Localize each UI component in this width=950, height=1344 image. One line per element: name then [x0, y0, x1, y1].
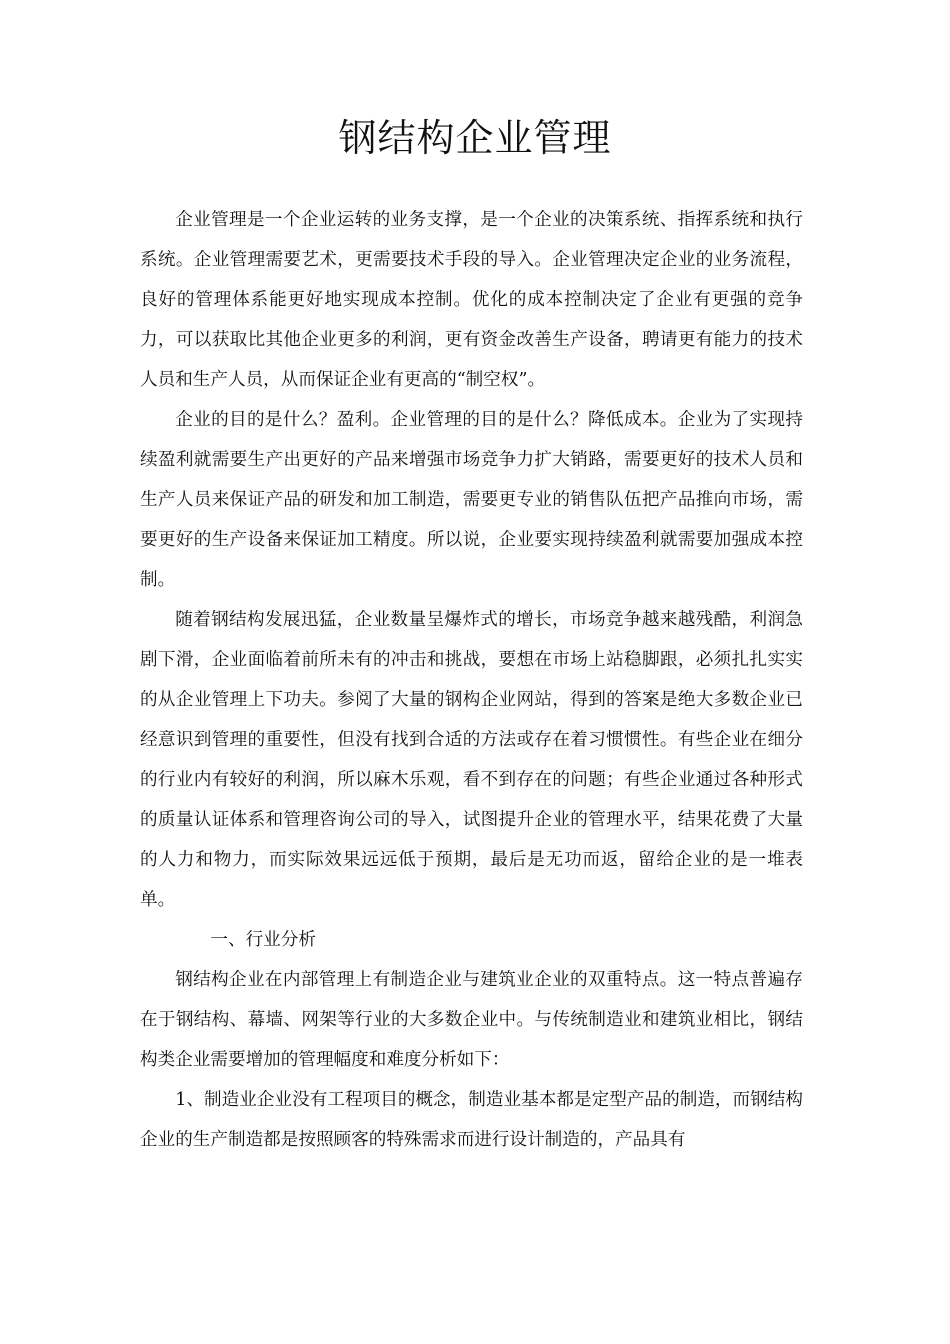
document-body — [140, 200, 803, 1160]
section-heading-industry-analysis: 一、行业分析 — [210, 930, 316, 950]
document-title: 钢结构企业管理 — [338, 116, 612, 160]
paragraph-industry-features: 钢结构企业在内部管理上有制造企业与建筑业企业的双重特点。这一特点普遍存在于钢结构、幕墙、网架等行业的大多数企业中。与传统制造业和建筑业相比，钢结构类企业需要增加的管理幅度和难度分析如下： — [140, 970, 803, 1070]
paragraph-challenges: 随着钢结构发展迅猛，企业数量呈爆炸式的增长，市场竞争越来越残酷，利润急剧下滑，企业面临着前所未有的冲击和挑战，要想在市场上站稳脚跟，必须扎扎实实的从企业管理上下功夫。参阅了大量的钢构企业网站，得到的答案是绝大多数企业已经意识到管理的重要性，但没有找到合适的方法或存在着习惯惯性。有些企业在细分的行业内有较好的利润，所以麻木乐观，看不到存在的问题；有些企业通过各种形式的质量认证体系和管理咨询公司的导入，试图提升企业的管理水平，结果花费了大量的人力和物力，而实际效果远远低于预期，最后是无功而返，留给企业的是一堆表单。 — [140, 610, 803, 910]
paragraph-item-1: 1、制造业企业没有工程项目的概念，制造业基本都是定型产品的制造，而钢结构企业的生产制造都是按照顾客的特殊需求而进行设计制造的，产品具有 — [140, 1090, 803, 1150]
paragraph-intro: 企业管理是一个企业运转的业务支撑，是一个企业的决策系统、指挥系统和执行系统。企业管理需要艺术，更需要技术手段的导入。企业管理决定企业的业务流程，良好的管理体系能更好地实现成本控制。优化的成本控制决定了企业有更强的竞争力，可以获取比其他企业更多的利润，更有资金改善生产设备，聘请更有能力的技术人员和生产人员，从而保证企业有更高的“制空权”。 — [140, 210, 803, 390]
paragraph-purpose: 企业的目的是什么？盈利。企业管理的目的是什么？降低成本。企业为了实现持续盈利就需要生产出更好的产品来增强市场竞争力扩大销路，需要更好的技术人员和生产人员来保证产品的研发和加工制造，需要更专业的销售队伍把产品推向市场，需要更好的生产设备来保证加工精度。所以说，企业要实现持续盈利就需要加强成本控制。 — [140, 410, 803, 590]
